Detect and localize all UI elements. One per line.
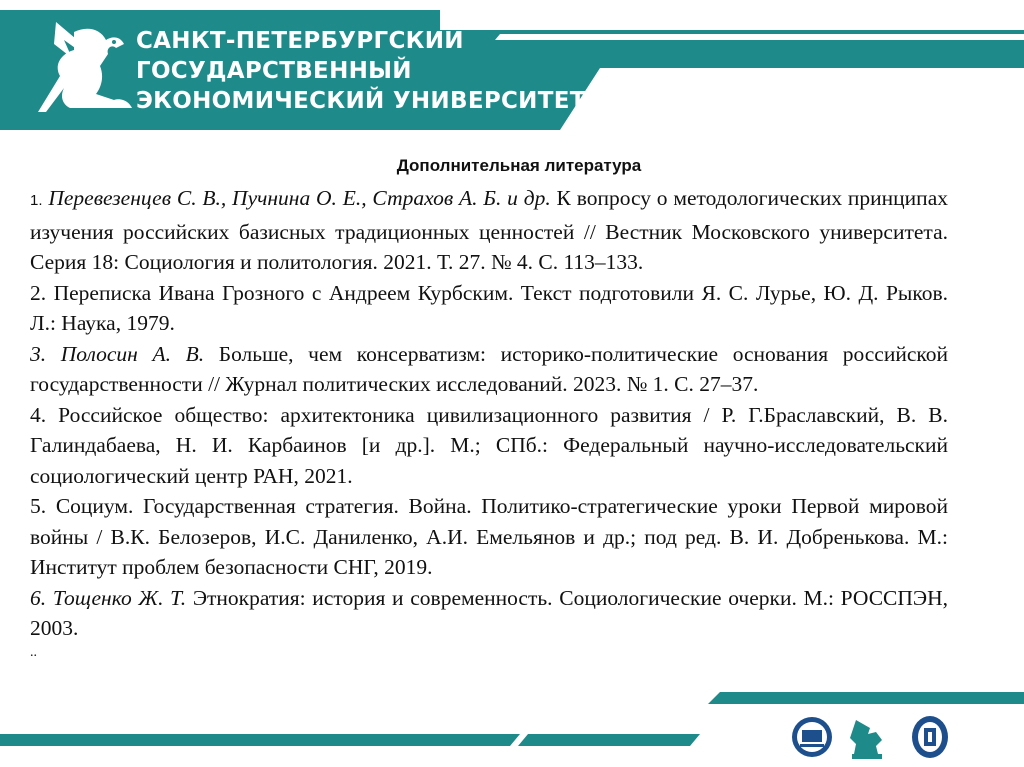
reference-text: Социум. Государственная стратегия. Война. Политико-стратегические уроки Первой мировой войны / В.К. Белозеров, И.С. Даниленко, А.И. Емельянов и др.; под ред. В. И. Добренькова. М.: Институт проблем безопасности СНГ, 2019. <box>30 494 948 579</box>
reference-number: 6. <box>30 585 47 610</box>
university-name <box>136 26 586 116</box>
reference-item-4 <box>30 400 948 492</box>
reference-item-1 <box>30 183 948 278</box>
reference-item-2 <box>30 278 948 339</box>
university-name-line-2: ГОСУДАРСТВЕННЫЙ <box>136 58 412 84</box>
reference-number: 2. <box>30 280 47 305</box>
university-name-line-1: САНКТ-ПЕТЕРБУРГСКИЙ <box>136 28 464 54</box>
partner-logos <box>790 712 970 762</box>
reference-text: Российское общество: архитектоника цивилизационного развития / Р. Г.Браславский, В. В. Галиндабаева, Н. И. Карбаинов [и др.]. М.; СПб.: Федеральный научно-исследовательский социологический центр РАН, 2021. <box>30 402 948 488</box>
reference-text: Больше, чем консерватизм: историко-политические основания российской государственности // Журнал политических исследований. 2023. № 1. С. 27–37. <box>30 341 948 396</box>
reference-text: Этнократия: история и современность. Социологические очерки. М.: РОССПЭН, 2003. <box>30 585 948 640</box>
reference-text: Переписка Ивана Грозного с Андреем Курбским. Текст подготовили Я. С. Лурье, Ю. Д. Рыков. Л.: Наука, 1979. <box>30 280 948 335</box>
reference-item-6 <box>30 583 948 644</box>
slide-content <box>30 155 948 660</box>
trailing-dots: .. <box>30 644 37 660</box>
page-title: Дополнительная литература <box>396 156 642 175</box>
finek-emblem-icon <box>912 716 948 758</box>
reference-number: 1. <box>30 192 43 209</box>
reference-text: К вопросу о методологических принципах изучения российских базисных традиционных ценностей // Вестник Московского университета. Серия 18: Социология и политология. 2021. Т. 27. № 4. С. 113–133. <box>30 186 948 274</box>
reference-number: 5. <box>30 494 47 518</box>
header-banner <box>0 0 1024 140</box>
reference-authors: Перевезенцев С. В., Пучнина О. Е., Страхов А. Б. и др. <box>48 186 551 210</box>
reference-authors: Полосин А. В. <box>60 341 205 366</box>
griffin-logo-icon <box>34 14 144 124</box>
reference-number: 4. <box>30 402 47 427</box>
griffin-emblem-icon <box>850 720 882 759</box>
university-name-line-3: ЭКОНОМИЧЕСКИЙ УНИВЕРСИТЕТ <box>136 88 586 114</box>
reference-authors: Тощенко Ж. Т. <box>52 585 187 610</box>
reference-item-3 <box>30 339 948 400</box>
university-emblem-icon <box>792 717 832 757</box>
reference-number: 3. <box>30 341 47 366</box>
reference-item-5 <box>30 491 948 583</box>
